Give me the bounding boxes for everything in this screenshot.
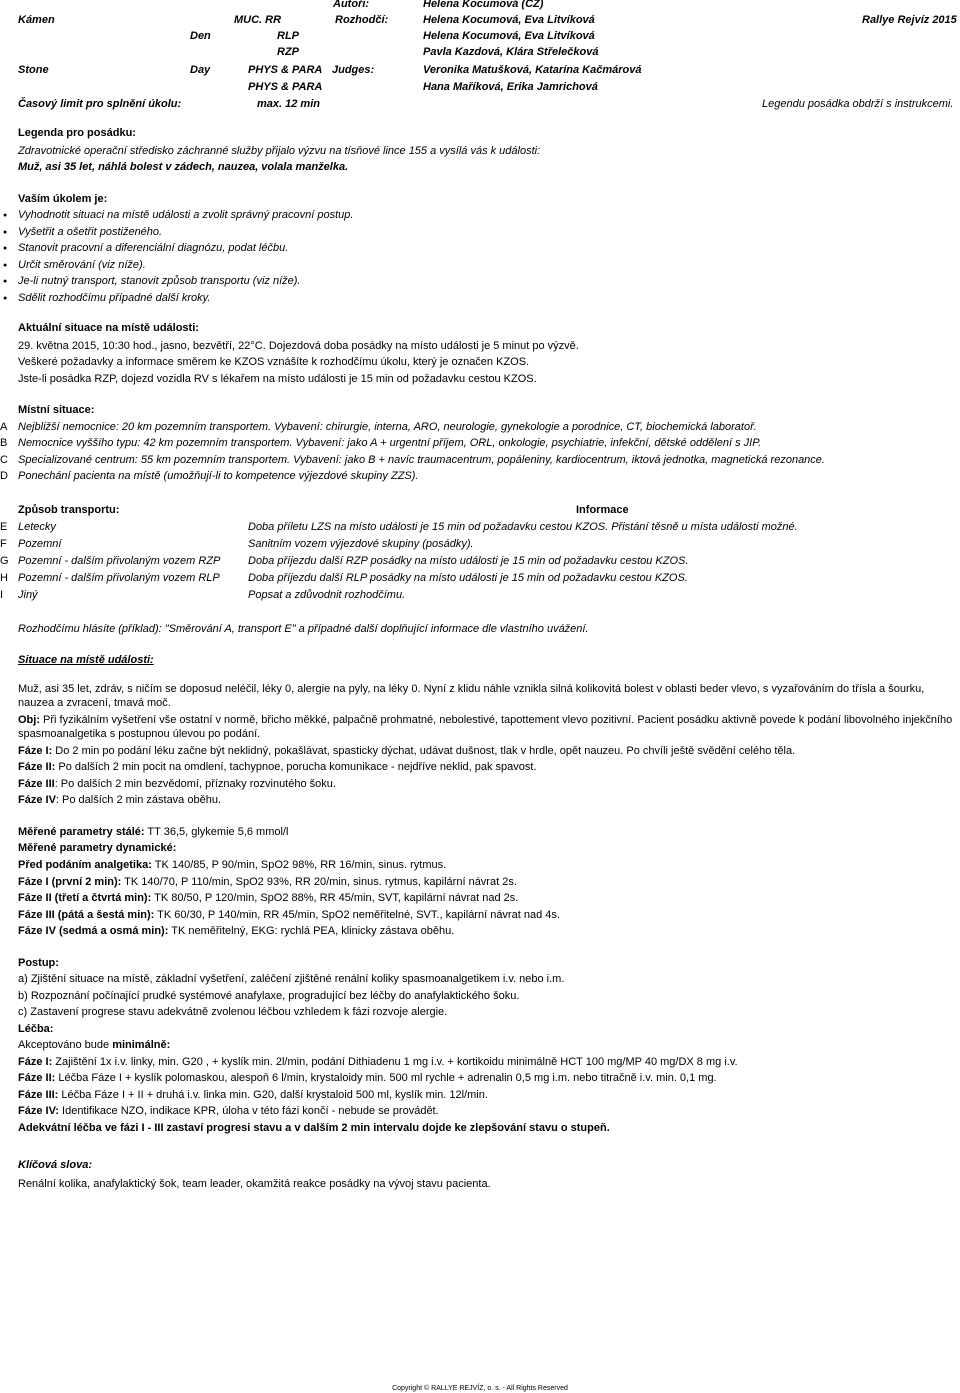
rzp-judges: Pavla Kazdová, Klára Střelečková	[423, 46, 599, 58]
procedure-title: Postup:	[18, 956, 59, 969]
keywords-title: Klíčová slova:	[18, 1159, 92, 1172]
treatment-phase-1: Fáze I: Zajištění 1x i.v. linky, min. G20 , + kyslík min. 2l/min, podání Dithiadenu 1 mg i.v. + kortikoidu minimálně HCT 100 mg/MP 40 mg/DX 8 mg i.v.	[18, 1055, 738, 1068]
list-key: B	[0, 437, 8, 450]
authors-label: Autoři:	[333, 0, 370, 10]
document-body	[0, 126, 953, 1191]
situation-title: Situace na místě události:	[18, 654, 154, 667]
legend-line1: Zdravotnické operační středisko záchranné služby přijalo výzvu na tísňové lince 155 a vysílá vás k události:	[18, 144, 541, 157]
list-item: ● Určit směrování (viz níže).	[18, 258, 953, 273]
list-key: A	[0, 420, 8, 433]
current-line2: Veškeré požadavky a informace směrem ke KZOS vznášíte k rozhodčímu úkolu, který je označen KZOS.	[18, 356, 530, 369]
phase-2: Fáze II: Po dalších 2 min pocit na omdlení, tachypnoe, porucha komunikace - nejdříve neklid, pak spavost.	[18, 761, 537, 774]
reporting-example: Rozhodčímu hlásíte (příklad): "Směrování A, transport E" a případné další doplňující informace dle vlastního uvážení.	[18, 622, 589, 635]
legend-title: Legenda pro posádku:	[18, 127, 136, 139]
treatment-phase-4: Fáze IV: Identifikace NZO, indikace KPR, úloha v této fázi končí - nebude se provádět.	[18, 1105, 439, 1118]
time-limit-label: Časový limit pro splnění úkolu:	[18, 98, 182, 110]
list-item: ● Vyhodnotit situaci na místě události a zvolit správný pracovní postup.	[18, 208, 953, 223]
kamen-value: MUC. RR	[234, 14, 282, 26]
den-label: Den	[190, 30, 211, 42]
task-title: Vaším úkolem je:	[18, 192, 108, 205]
params-before: Před podáním analgetika: TK 140/85, P 90/min, SpO2 98%, RR 16/min, sinus. rytmus.	[18, 858, 447, 871]
phys2-judges: Hana Maříková, Erika Jamrichová	[423, 81, 598, 93]
current-line3: Jste-li posádka RZP, dojezd vozidla RV s lékařem na místo události je 15 min od požadavku cestou KZOS.	[18, 372, 537, 385]
table-row: E Letecky Doba příletu LZS na místo události je 15 min od požadavku cestou KZOS. Přistání těsně u místa události možné.	[0, 520, 798, 533]
info-title: Informace	[576, 503, 629, 516]
phys1-label: PHYS & PARA	[248, 64, 323, 76]
params-phase-4: Fáze IV (sedmá a osmá min): TK neměřitelný, EKG: rychlá PEA, klinicky zástava oběhu.	[18, 925, 455, 938]
table-row: I Jiný Popsat a zdůvodnit rozhodčímu.	[0, 588, 406, 601]
list-key: C	[0, 453, 8, 466]
procedure-a: a) Zjištění situace na místě, základní vyšetření, zaléčení zjištěné renální koliky spasmoanalgetikem i.v. nebo i.m.	[18, 973, 565, 986]
params-phase-3: Fáze III (pátá a šestá min): TK 60/30, P 140/min, RR 45/min, SpO2 neměřitelné, SVT., kapilární návrat nad 4s.	[18, 908, 560, 921]
current-title: Aktuální situace na místě události:	[18, 322, 199, 335]
table-row: G Pozemní - dalším přivolaným vozem RZP Doba příjezdu další RZP posádky na místo události je 15 min od požadavku cestou KZOS.	[0, 554, 689, 567]
event-name: Rallye Rejvíz 2015	[862, 14, 957, 26]
stone-label: Stone	[18, 64, 49, 76]
params-phase-2: Fáze II (třetí a čtvrtá min): TK 80/50, P 120/min, SpO2 88%, RR 45/min, SVT, kapilární návrat nad 2s.	[18, 892, 519, 905]
table-row: F Pozemní Sanitním vozem výjezdové skupiny (posádky).	[0, 537, 474, 550]
authors-value: Helena Kocumová (CZ)	[423, 0, 544, 10]
phys2-label: PHYS & PARA	[248, 81, 323, 93]
rlp-label: RLP	[277, 30, 299, 42]
day-label: Day	[190, 64, 211, 76]
transport-title: Způsob transportu:	[18, 503, 120, 516]
treatment-phase-3: Fáze III: Léčba Fáze I + II + druhá i.v. linka min. G20, další krystaloid 500 ml, kyslík min. 12l/min.	[18, 1088, 488, 1101]
params-phase-1: Fáze I (první 2 min): TK 140/70, P 110/min, SpO2 93%, RR 20/min, sinus. rytmus, kapilární návrat 2s.	[18, 875, 517, 888]
kamen-label: Kámen	[18, 14, 55, 26]
procedure-c: c) Zastavení progrese stavu adekvátně zvolenou léčbou vzhledem k fázi rozvoje alergie.	[18, 1006, 448, 1019]
treatment-title: Léčba:	[18, 1022, 54, 1035]
phase-4: Fáze IV: Po dalších 2 min zástava oběhu.	[18, 794, 222, 807]
local-list	[0, 420, 953, 484]
rlp-judges: Helena Kocumová, Eva Litvíková	[423, 30, 595, 42]
params-stable: Měřené parametry stálé: TT 36,5, glykemie 5,6 mmol/l	[18, 825, 289, 838]
list-item: D Ponechání pacienta na místě (umožňují-li to kompetence výjezdové skupiny ZZS).	[0, 470, 419, 483]
phys1-judges: Veronika Matušková, Katarína Kačmárová	[423, 64, 642, 76]
judges-label-cz: Rozhodčí:	[335, 14, 389, 26]
params-dynamic-title: Měřené parametry dynamické:	[18, 842, 177, 855]
transport-header	[18, 503, 953, 520]
list-item: ● Sdělit rozhodčímu případné další kroky.	[18, 291, 953, 306]
procedure-b: b) Rozpoznání počínající prudké systémové anafylaxe, progradující bez léčby do anafylaktického šoku.	[18, 989, 520, 1002]
rzp-label: RZP	[277, 46, 299, 58]
table-row: H Pozemní - dalším přivolaným vozem RLP Doba příjezdu další RLP posádky na místo události je 15 min od požadavku cestou KZOS.	[0, 571, 688, 584]
phase-1: Fáze I: Do 2 min po podání léku začne být neklidný, pokašlávat, spasticky dýchat, udávat dušnost, tlak v hrdle, opět nauzeu. Po chvíli ještě svědění celého těla.	[18, 744, 796, 757]
judges-rr-value: Helena Kocumová, Eva Litvíková	[423, 14, 595, 26]
list-item: A Nejbližší nemocnice: 20 km pozemním transportem. Vybavení: chirurgie, interna, ARO, neurologie, gynekologie a porodnice, CT, biochemická laboratoř.	[0, 420, 757, 433]
current-line1: 29. května 2015, 10:30 hod., jasno, bezvětří, 22°C. Dojezdová doba posádky na místo události je 5 minut po výzvě.	[18, 339, 579, 352]
list-item: C Specializované centrum: 55 km pozemním transportem. Vybavení: jako B + navíc traumacentrum, popáleniny, kardiocentrum, iktová jednotka, magnetická rezonance.	[0, 453, 825, 466]
treatment-accepted: Akceptováno bude minimálně:	[18, 1039, 171, 1052]
time-limit-value: max. 12 min	[257, 98, 320, 110]
situation-history: Muž, asi 35 let, zdráv, s ničím se doposud neléčil, léky 0, alergie na pyly, na léky 0. Nyní z klidu náhle vznikla silná kolikovitá bolest v oblasti beder vlevo, s vyzařováním do třísla a šourku, nauzea a zvracení, tmavá moč.	[18, 682, 925, 710]
task-list	[18, 208, 953, 305]
legend-note: Legendu posádka obdrží s instrukcemi.	[762, 98, 954, 110]
list-item: ● Stanovit pracovní a diferenciální diagnózu, podat léčbu.	[18, 241, 953, 256]
local-title: Místní situace:	[18, 404, 95, 417]
legend-line2: Muž, asi 35 let, náhlá bolest v zádech, nauzea, volala manželka.	[18, 161, 349, 174]
treatment-phase-2: Fáze II: Léčba Fáze I + kyslík polomaskou, alespoň 6 l/min, krystaloidy min. 500 ml rychle + adrenalin 0,5 mg i.m. nebo titračně i.v. min. 0,1 mg.	[18, 1072, 717, 1085]
keywords-text: Renální kolika, anafylaktický šok, team leader, okamžitá reakce posádky na vývoj stavu pacienta.	[18, 1177, 491, 1190]
treatment-final: Adekvátní léčba ve fázi I - III zastaví progresi stavu a v dalším 2 min intervalu dojde ke zlepšování stavu o stupeň.	[18, 1121, 610, 1134]
list-key: D	[0, 470, 8, 483]
phase-3: Fáze III: Po dalších 2 min bezvědomí, příznaky rozvinutého šoku.	[18, 777, 336, 790]
footer-copyright: Copyright © RALLYE REJVÍZ, o. s. - All Rights Reserved	[392, 1385, 568, 1392]
list-item: B Nemocnice vyššího typu: 42 km pozemním transportem. Vybavení: jako A + urgentní příjem, ORL, onkologie, psychiatrie, infekční, dětské oddělení s JIP.	[0, 437, 762, 450]
judges-label-en: Judges:	[332, 64, 375, 76]
list-item: ● Vyšetřit a ošetřit postiženého.	[18, 225, 953, 240]
transport-table	[0, 520, 953, 605]
situation-exam: Obj: Při fyzikálním vyšetření vše ostatní v normě, břicho měkké, palpačně prohmatné, nebolestivé, tapottement vlevo pozitivní. Pacient posádku aktivně povede k podání libovolného injekčního spasmoanalgetika s postupnou úlevou po podání.	[18, 713, 953, 741]
list-item: ● Je-li nutný transport, stanovit způsob transportu (viz níže).	[18, 274, 953, 289]
